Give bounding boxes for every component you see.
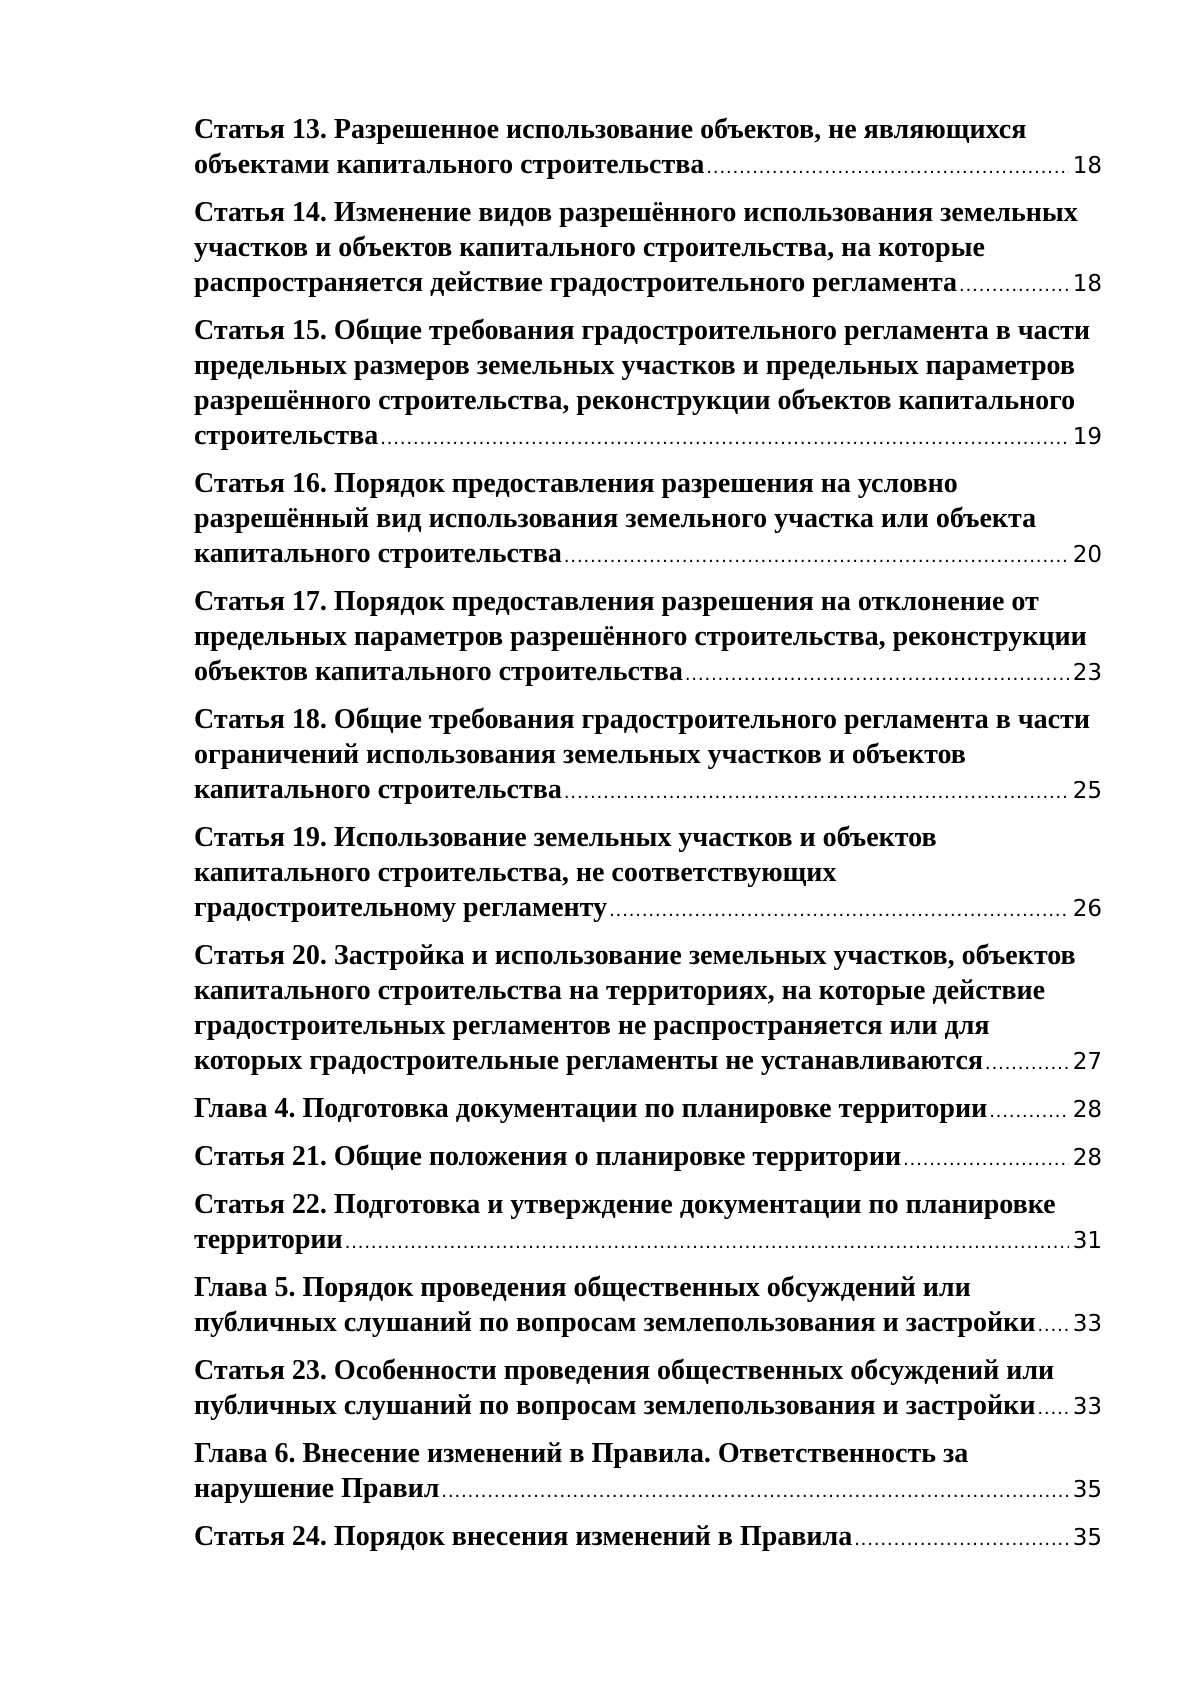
- toc-entry-last-line: [194, 890, 1102, 928]
- toc-entry-last-line: [194, 418, 1102, 456]
- toc-entry[interactable]: [194, 702, 1102, 810]
- dot-leader: [959, 268, 1069, 303]
- toc-entry-title-line: Глава 6. Внесение изменений в Правила. Ответственность за: [194, 1438, 969, 1469]
- toc-entry-title-line: Статья 23. Особенности проведения общественных обсуждений или: [194, 1355, 1055, 1386]
- toc-entry-title-line: нарушение Правил: [194, 1473, 440, 1504]
- toc-entry[interactable]: [194, 1353, 1102, 1426]
- dot-leader: [441, 1474, 1068, 1509]
- dot-leader: [1037, 1391, 1068, 1426]
- dot-leader: [564, 775, 1069, 810]
- toc-page-number: 26: [1072, 896, 1102, 922]
- toc-page-number: 28: [1072, 1145, 1102, 1171]
- toc-entry-last-line: [194, 1519, 1102, 1557]
- table-of-contents: [194, 112, 1102, 1567]
- toc-entry-title-line: разрешённый вид использования земельного участка или объекта: [194, 503, 1037, 534]
- toc-entry[interactable]: [194, 820, 1102, 928]
- toc-entry-title-line: публичных слушаний по вопросам землепользования и застройки: [194, 1390, 1036, 1421]
- toc-entry[interactable]: [194, 313, 1102, 456]
- toc-entry-last-line: [194, 147, 1102, 185]
- toc-entry-last-line: [194, 772, 1102, 810]
- toc-entry-title-line: Статья 24. Порядок внесения изменений в Правила: [194, 1521, 853, 1552]
- toc-entry-title-line: которых градостроительные регламенты не устанавливаются: [194, 1045, 984, 1076]
- toc-entry-title-line: капитального строительства на территориях, на которые действие: [194, 975, 1046, 1006]
- toc-entry-title-line: Статья 19. Использование земельных участков и объектов: [194, 822, 937, 853]
- dot-leader: [854, 1522, 1068, 1557]
- toc-entry-last-line: [194, 654, 1102, 692]
- toc-entry-title-line: территории: [194, 1224, 343, 1255]
- toc-page-number: 23: [1072, 660, 1102, 686]
- dot-leader: [609, 893, 1069, 928]
- toc-entry-title-line: строительства: [194, 420, 379, 451]
- toc-entry-last-line: [194, 1388, 1102, 1426]
- toc-page-number: 28: [1072, 1097, 1102, 1123]
- dot-leader: [1037, 1308, 1068, 1343]
- dot-leader: [989, 1094, 1068, 1129]
- toc-entry[interactable]: [194, 1187, 1102, 1260]
- dot-leader: [345, 1225, 1069, 1260]
- dot-leader: [706, 150, 1068, 185]
- toc-entry-last-line: [194, 1222, 1102, 1260]
- toc-entry-last-line: [194, 536, 1102, 574]
- toc-entry[interactable]: [194, 584, 1102, 692]
- toc-entry-title-line: объектов капитального строительства: [194, 656, 683, 687]
- toc-entry-title-line: Статья 14. Изменение видов разрешённого использования земельных: [194, 197, 1078, 228]
- toc-entry-title-line: распространяется действие градостроительного регламента: [194, 267, 958, 298]
- toc-page-number: 35: [1072, 1525, 1102, 1551]
- toc-page-number: 20: [1072, 542, 1102, 568]
- toc-entry-last-line: [194, 265, 1102, 303]
- toc-entry-title-line: капитального строительства: [194, 538, 562, 569]
- toc-page-number: 33: [1072, 1311, 1102, 1337]
- toc-entry-last-line: [194, 1305, 1102, 1343]
- toc-page-number: 31: [1072, 1228, 1102, 1254]
- toc-entry[interactable]: [194, 938, 1102, 1081]
- toc-page-number: 33: [1072, 1394, 1102, 1420]
- toc-entry-title-line: капитального строительства, не соответствующих: [194, 857, 837, 888]
- dot-leader: [564, 539, 1069, 574]
- toc-page-number: 18: [1072, 271, 1102, 297]
- toc-entry-title-line: Статья 16. Порядок предоставления разрешения на условно: [194, 468, 958, 499]
- toc-entry[interactable]: [194, 1436, 1102, 1509]
- toc-entry[interactable]: [194, 466, 1102, 574]
- toc-entry-title-line: Статья 15. Общие требования градостроительного регламента в части: [194, 315, 1090, 346]
- toc-entry-last-line: [194, 1471, 1102, 1509]
- toc-entry-title-line: градостроительному регламенту: [194, 892, 608, 923]
- toc-entry-title-line: Глава 5. Порядок проведения общественных обсуждений или: [194, 1272, 971, 1303]
- toc-entry-title-line: участков и объектов капитального строительства, на которые: [194, 232, 985, 263]
- toc-entry-last-line: [194, 1043, 1102, 1081]
- toc-entry-title-line: Статья 22. Подготовка и утверждение документации по планировке: [194, 1189, 1056, 1220]
- toc-entry-title-line: объектами капитального строительства: [194, 149, 705, 180]
- dot-leader: [985, 1046, 1069, 1081]
- toc-entry-title-line: Глава 4. Подготовка документации по планировке территории: [194, 1093, 988, 1124]
- toc-entry-title-line: Статья 18. Общие требования градостроительного регламента в части: [194, 704, 1090, 735]
- toc-entry-title-line: Статья 17. Порядок предоставления разрешения на отклонение от: [194, 586, 1039, 617]
- toc-entry-title-line: Статья 20. Застройка и использование земельных участков, объектов: [194, 940, 1076, 971]
- toc-page-number: 35: [1072, 1477, 1102, 1503]
- toc-entry[interactable]: [194, 1139, 1102, 1177]
- toc-entry[interactable]: [194, 1270, 1102, 1343]
- toc-entry-title-line: Статья 21. Общие положения о планировке территории: [194, 1141, 902, 1172]
- toc-entry-title-line: капитального строительства: [194, 774, 562, 805]
- dot-leader: [380, 421, 1068, 456]
- toc-entry-title-line: ограничений использования земельных участков и объектов: [194, 739, 966, 770]
- toc-entry-title-line: предельных параметров разрешённого строительства, реконструкции: [194, 621, 1087, 652]
- toc-entry-last-line: [194, 1139, 1102, 1177]
- toc-entry[interactable]: [194, 1519, 1102, 1557]
- toc-entry[interactable]: [194, 112, 1102, 185]
- toc-entry-title-line: предельных размеров земельных участков и предельных параметров: [194, 350, 1075, 381]
- toc-entry-title-line: разрешённого строительства, реконструкции объектов капитального: [194, 385, 1076, 416]
- dot-leader: [903, 1142, 1069, 1177]
- toc-entry-title-line: публичных слушаний по вопросам землепользования и застройки: [194, 1307, 1036, 1338]
- toc-entry-title-line: Статья 13. Разрешенное использование объектов, не являющихся: [194, 114, 1027, 145]
- dot-leader: [685, 657, 1069, 692]
- toc-entry[interactable]: [194, 1091, 1102, 1129]
- toc-page-number: 27: [1072, 1049, 1102, 1075]
- toc-page-number: 18: [1072, 153, 1102, 179]
- toc-entry[interactable]: [194, 195, 1102, 303]
- toc-entry-title-line: градостроительных регламентов не распространяется или для: [194, 1010, 990, 1041]
- toc-page-number: 25: [1072, 778, 1102, 804]
- toc-page-number: 19: [1072, 424, 1102, 450]
- toc-entry-last-line: [194, 1091, 1102, 1129]
